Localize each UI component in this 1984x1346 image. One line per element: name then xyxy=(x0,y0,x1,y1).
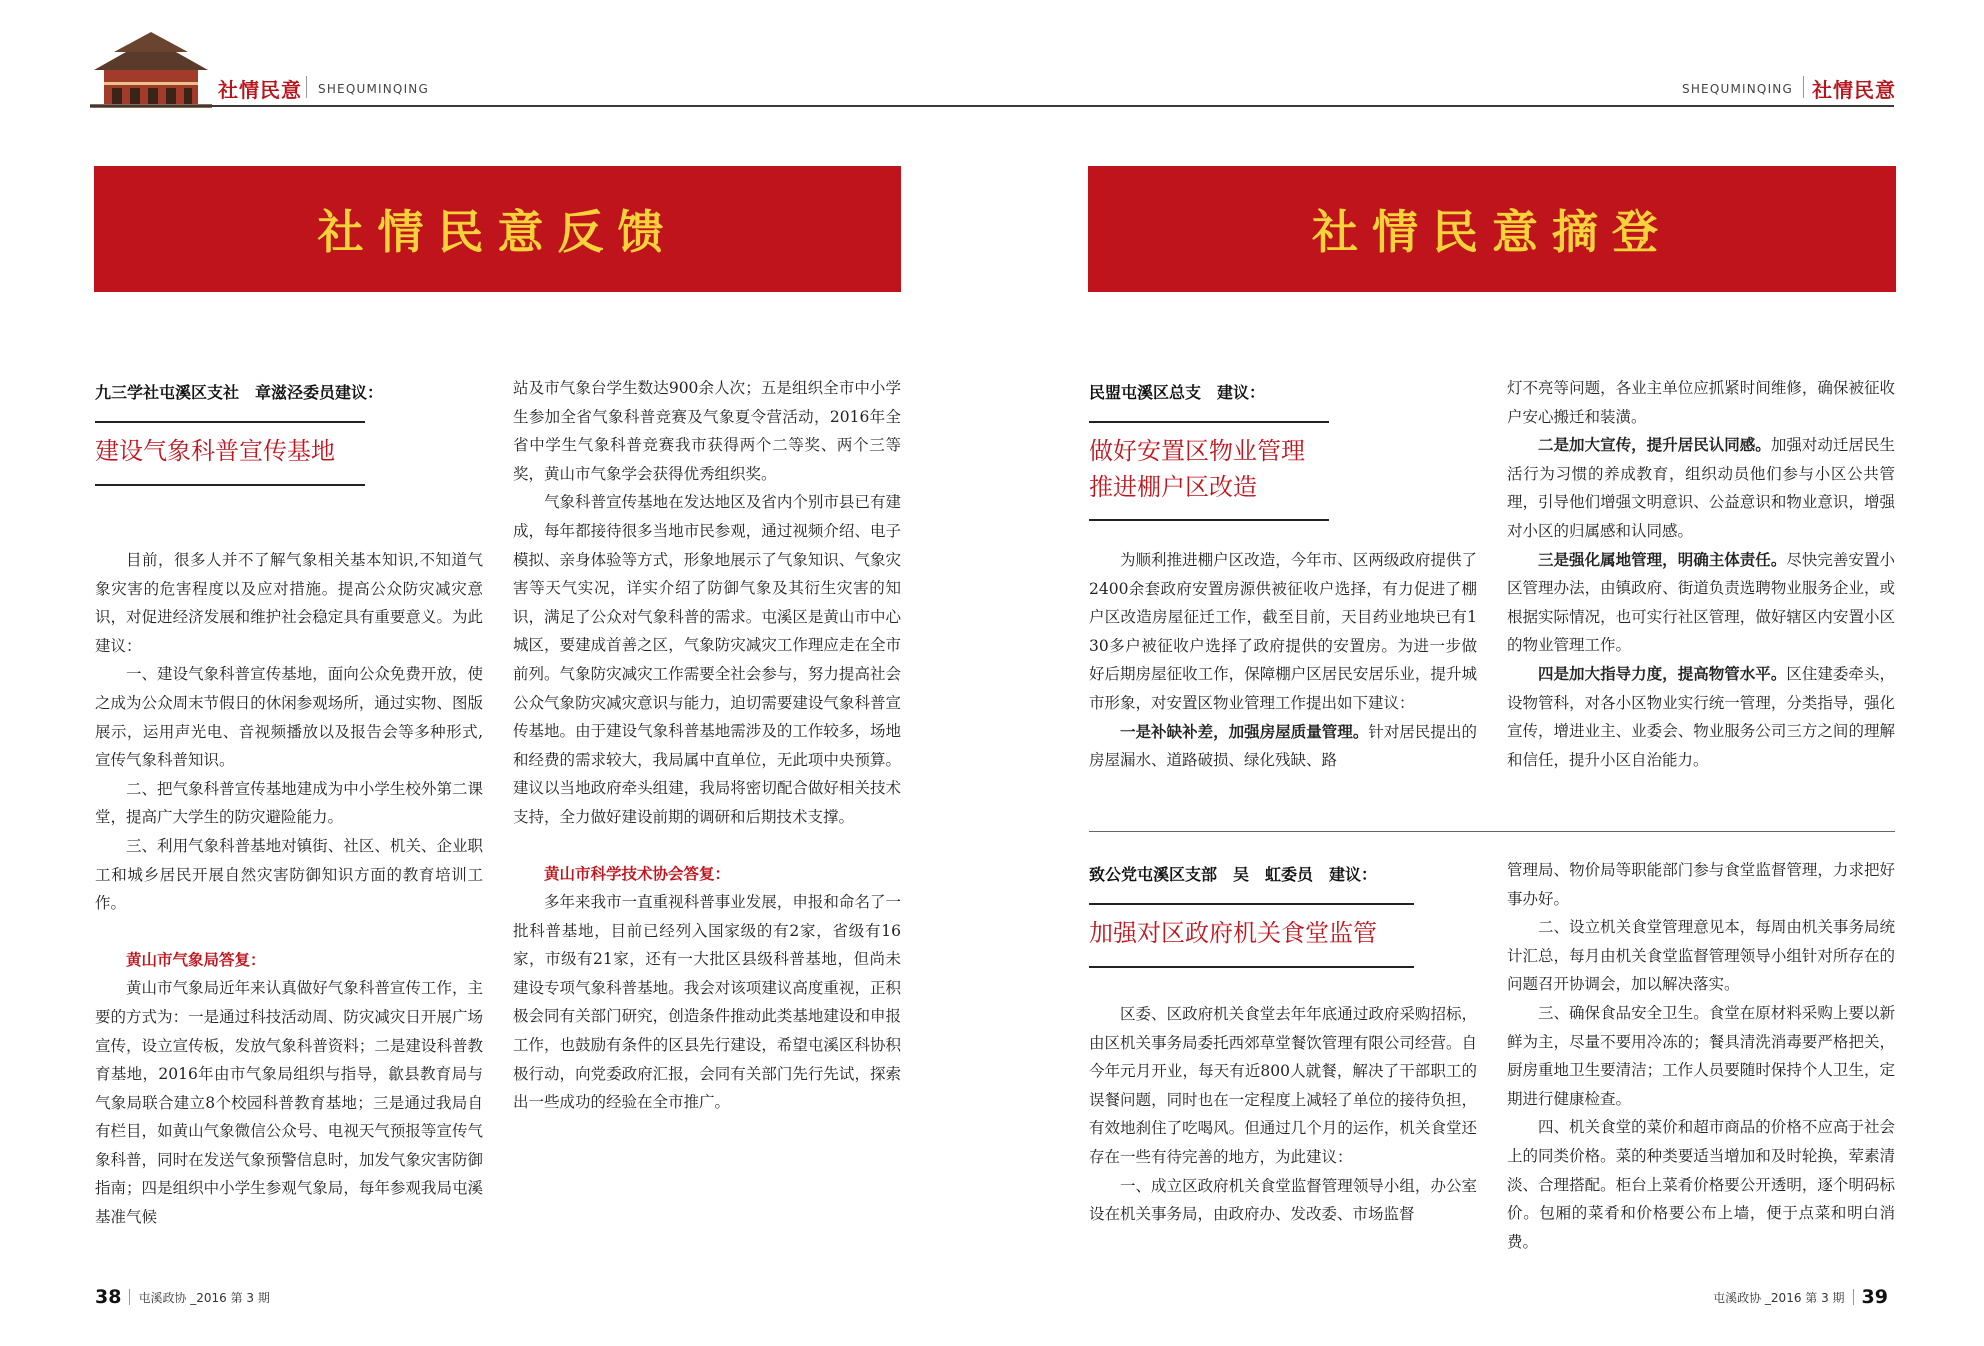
left-banner-title: 社情民意反馈 xyxy=(317,205,678,259)
key-point: 一是补缺补差，加强房屋质量管理。 xyxy=(1120,722,1369,741)
spacer xyxy=(513,832,901,860)
header-building-logo xyxy=(90,30,212,108)
paragraph xyxy=(1507,660,1895,774)
key-point-text: 区住建委牵头，设物管科，对各小区物业实行统一管理，分类指导，强化宣传，增进业主、业委会、物业服务公司三方之间的理解和信任，提升小区自治能力。 xyxy=(1507,664,1895,769)
left-article-title: 建设气象科普宣传基地 xyxy=(95,437,335,465)
paragraph: 二、把气象科普宣传基地建成为中小学生校外第二课堂，提高广大学生的防灾避险能力。 xyxy=(95,779,483,827)
right-a1-title-rule-top xyxy=(1089,421,1329,423)
right-footer-text: 屯溪政协 _2016 第 3 期 xyxy=(1713,1290,1845,1305)
header-right-pinyin: SHEQUMINQING xyxy=(1682,82,1793,96)
key-point: 三是强化属地管理，明确主体责任。 xyxy=(1538,550,1787,569)
paragraph xyxy=(1089,718,1477,775)
paragraph: 二、设立机关食堂管理意见本，每周由机关事务局统计汇总，每月由机关食堂监督管理领导小组针对所存在的问题召开协调会，加以解决落实。 xyxy=(1507,918,1895,994)
key-point-text: 加强对动迁居民生活行为习惯的养成教育，组织动员他们参与小区公共管理，引导他们增强文明意识、公益意识和物业意识，增强对小区的归属感和认同感。 xyxy=(1507,436,1895,540)
left-title-rule-top xyxy=(95,421,365,423)
right-a1-title-rule-bottom xyxy=(1089,519,1329,521)
key-point: 二是加大宣传，提升居民认同感。 xyxy=(1538,436,1771,455)
right-a2-column-1 xyxy=(1089,1000,1477,1229)
left-column-1 xyxy=(95,546,483,1232)
right-footer-divider xyxy=(1853,1289,1854,1305)
left-footer-divider xyxy=(129,1289,130,1305)
reply-heading-sci-tech: 黄山市科学技术协会答复： xyxy=(544,864,731,883)
header-right-divider xyxy=(1803,76,1804,98)
right-article-divider xyxy=(1089,831,1895,832)
paragraph: 黄山市气象局近年来认真做好气象科普宣传工作，主要的方式为：一是通过科技活动周、防灾减灾日开展广场宣传，设立宣传板，发放气象科普资料；二是建设科普教育基地，2016年由市气象局组织与指导，歙县教育局与气象局联合建立8个校园科普教育基地；三是通过我局自有栏目，如黄山气象微信公众号、电视天气预报等宣传气象科普，同时在发送气象预警信息时，加发气象灾害防御指南；四是组织中小学生参观气象局，每年参观我局屯溪基准气候 xyxy=(95,979,483,1227)
paragraph xyxy=(1507,546,1895,660)
left-column-2 xyxy=(513,374,901,1117)
paragraph: 目前，很多人并不了解气象相关基本知识,不知道气象灾害的危害程度以及应对措施。提高公众防灾减灾意识，对促进经济发展和维护社会稳定具有重要意义。为此建议： xyxy=(95,551,483,655)
right-a1-submitter: 民盟屯溪区总支 建议： xyxy=(1089,383,1266,402)
right-a1-column-1 xyxy=(1089,546,1477,775)
left-banner xyxy=(94,166,901,292)
paragraph: 管理局、物价局等职能部门参与食堂监督管理，力求把好事办好。 xyxy=(1507,861,1895,908)
key-point: 四是加大指导力度，提高物管水平。 xyxy=(1538,664,1787,683)
left-footer-text: 屯溪政协 _2016 第 3 期 xyxy=(138,1290,270,1305)
right-a2-title-rule-top xyxy=(1089,903,1414,905)
right-banner xyxy=(1088,166,1896,292)
header-rule xyxy=(90,105,1894,107)
paragraph: 三、确保食品安全卫生。食堂在原材料采购上要以新鲜为主，尽量不要用冷冻的；餐具清洗消毒要严格把关，厨房重地卫生要清洁；工作人员要随时保持个人卫生，定期进行健康检查。 xyxy=(1507,1003,1895,1108)
paragraph: 站及市气象台学生数达900余人次；五是组织全市中小学生参加全省气象科普竞赛及气象夏令营活动，2016年全省中学生气象科普竞赛我市获得两个二等奖、两个三等奖，黄山市气象学会获得优秀组织奖。 xyxy=(513,379,901,483)
right-a1-column-2 xyxy=(1507,374,1895,774)
paragraph: 四、机关食堂的菜价和超市商品的价格不应高于社会上的同类价格。菜的种类要适当增加和及时轮换，荤素清淡、合理搭配。柜台上菜肴价格要公开透明，逐个明码标价。包厢的菜肴和价格要公布上墙，便于点菜和明白消费。 xyxy=(1507,1118,1895,1251)
left-footer xyxy=(95,1286,270,1308)
paragraph: 三、利用气象科普基地对镇街、社区、机关、企业职工和城乡居民开展自然灾害防御知识方面的教育培训工作。 xyxy=(95,836,483,913)
paragraph: 区委、区政府机关食堂去年年底通过政府采购招标，由区机关事务局委托西郊草堂餐饮管理有限公司经营。自今年元月开业，每天有近800人就餐，解决了干部职工的误餐问题，同时也在一定程度上减轻了单位的接待负担，有效地刹住了吃喝风。但通过几个月的运作，机关食堂还存在一些有待完善的地方，为此建议： xyxy=(1089,1005,1477,1166)
right-a2-column-2 xyxy=(1507,856,1895,1256)
right-a2-title-rule-bottom xyxy=(1089,966,1414,968)
header-left-section: 社情民意 xyxy=(218,78,302,102)
right-a2-title: 加强对区政府机关食堂监管 xyxy=(1089,919,1377,947)
spacer xyxy=(95,918,483,946)
header-left-divider xyxy=(306,76,307,98)
left-title-rule-bottom xyxy=(95,484,365,486)
left-page-number: 38 xyxy=(95,1286,122,1308)
right-a2-submitter: 致公党屯溪区支部 吴 虹委员 建议： xyxy=(1089,865,1378,884)
right-footer xyxy=(1713,1286,1888,1308)
right-a1-title-line2: 推进棚户区改造 xyxy=(1089,473,1257,501)
reply-heading-meteorology: 黄山市气象局答复： xyxy=(126,950,266,969)
paragraph: 灯不亮等问题，各业主单位应抓紧时间维修，确保被征收户安心搬迁和装潢。 xyxy=(1507,379,1895,426)
paragraph: 一、成立区政府机关食堂监督管理领导小组，办公室设在机关事务局，由政府办、发改委、市场监督 xyxy=(1089,1176,1477,1224)
paragraph: 气象科普宣传基地在发达地区及省内个别市县已有建成，每年都接待很多当地市民参观，通过视频介绍、电子模拟、亲身体验等方式，形象地展示了气象知识、气象灾害等天气实况，详实介绍了防御气象及其衍生灾害的知识，满足了公众对气象科普的需求。屯溪区是黄山市中心城区，要建成首善之区，气象防灾减灾工作理应走在全市前列。气象防灾减灾工作需要全社会参与，努力提高社会公众气象防灾减灾意识与能力，迫切需要建设气象科普宣传基地。由于建设气象科普基地需涉及的工作较多，场地和经费的需求较大，我局属中直单位，无此项中央预算。建议以当地政府牵头组建，我局将密切配合做好相关技术支持，全力做好建设前期的调研和后期技术支撑。 xyxy=(513,493,901,826)
key-point-text: 针对居民提出的房屋漏水、道路破损、绿化残缺、路 xyxy=(1089,722,1477,770)
header-left-pinyin: SHEQUMINQING xyxy=(318,82,429,96)
paragraph: 为顺利推进棚户区改造，今年市、区两级政府提供了2400余套政府安置房源供被征收户选择，有力促进了棚户区改造房屋征迁工作，截至目前，天目药业地块已有130多户被征收户选择了政府提供的安置房。为进一步做好后期房屋征收工作，保障棚户区居民安居乐业，提升城市形象，对安置区物业管理工作提出如下建议： xyxy=(1089,551,1477,712)
left-submitter: 九三学社屯溪区支社 章滋泾委员建议： xyxy=(95,383,384,402)
paragraph: 多年来我市一直重视科普事业发展，申报和命名了一批科普基地，目前已经列入国家级的有2家，省级有16家，市级有21家，还有一大批区县级科普基地，但尚未建设专项气象科普基地。我会对该项建议高度重视，正积极会同有关部门研究，创造条件推动此类基地建设和申报工作，也鼓励有条件的区县先行建设，希望屯溪区科协积极行动，向党委政府汇报，会同有关部门先行先试，探索出一些成功的经验在全市推广。 xyxy=(513,893,901,1112)
paragraph: 一、建设气象科普宣传基地，面向公众免费开放，使之成为公众周末节假日的休闲参观场所，通过实物、图版展示，运用声光电、音视频播放以及报告会等多种形式,宣传气象科普知识。 xyxy=(95,665,483,770)
right-a1-title-line1: 做好安置区物业管理 xyxy=(1089,437,1305,465)
right-banner-title: 社情民意摘登 xyxy=(1312,205,1672,259)
right-page-number: 39 xyxy=(1861,1286,1888,1308)
paragraph xyxy=(1507,431,1895,545)
key-point-text: 尽快完善安置小区管理办法，由镇政府、街道负责选聘物业服务企业，或根据实际情况，也可实行社区管理，做好辖区内安置小区的物业管理工作。 xyxy=(1507,550,1895,655)
header-right-section: 社情民意 xyxy=(1812,78,1896,102)
